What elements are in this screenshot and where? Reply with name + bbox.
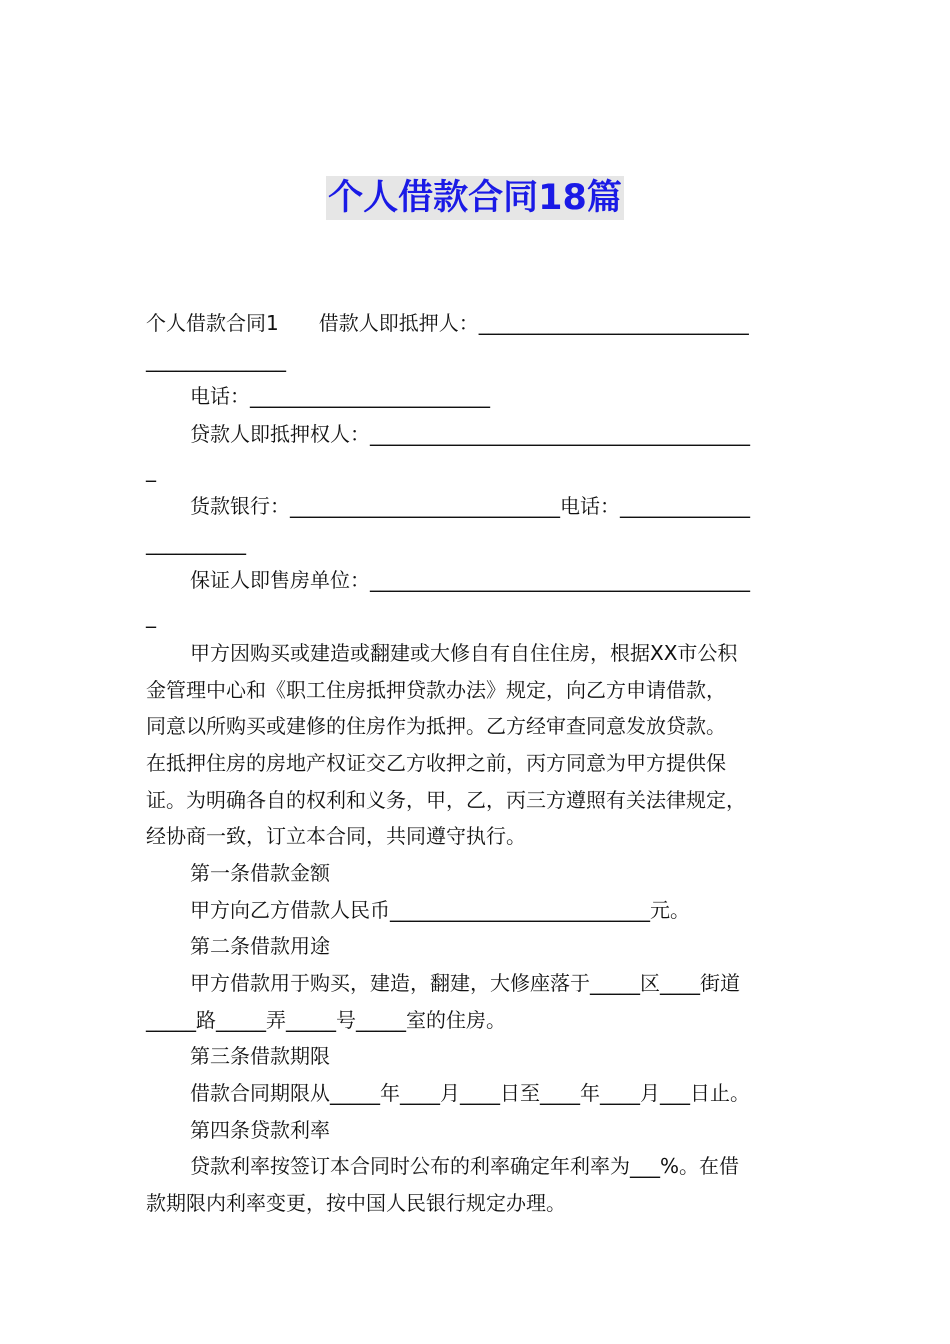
article-4-text: 贷款利率按签订本合同时公布的利率确定年利率为___%。在借 bbox=[190, 1154, 740, 1178]
paragraph-line: 经协商一致，订立本合同，共同遵守执行。 bbox=[146, 824, 526, 848]
paragraph-line: 金管理中心和《职工住房抵押贷款办法》规定，向乙方申请借款， bbox=[146, 678, 726, 702]
document-title: 个人借款合同18篇 bbox=[328, 178, 622, 218]
article-3-heading: 第三条借款期限 bbox=[190, 1044, 330, 1068]
lender-line: 贷款人即抵押权人：______________________________________ bbox=[190, 422, 750, 446]
paragraph-line: 同意以所购买或建修的住房作为抵押。乙方经审查同意发放贷款。 bbox=[146, 714, 726, 738]
borrower-blank-cont: ______________ bbox=[146, 348, 286, 372]
guarantor-blank-cont: _ bbox=[146, 604, 156, 628]
article-4-heading: 第四条贷款利率 bbox=[190, 1118, 330, 1142]
article-1-heading: 第一条借款金额 bbox=[190, 861, 330, 885]
paragraph-line: 甲方因购买或建造或翻建或大修自有自住住房，根据XX市公积 bbox=[190, 641, 738, 665]
phone-line: 电话：________________________ bbox=[190, 384, 490, 408]
article-1-text: 甲方向乙方借款人民币__________________________元。 bbox=[190, 898, 690, 922]
bank-blank-cont: __________ bbox=[146, 531, 246, 555]
article-2-text: 甲方借款用于购买，建造，翻建，大修座落于_____区____街道 bbox=[190, 971, 740, 995]
bank-line: 货款银行：___________________________电话：_____________ bbox=[190, 494, 750, 518]
article-3-text: 借款合同期限从_____年____月____日至____年____月___日止。 bbox=[190, 1081, 750, 1105]
paragraph-line: 证。为明确各自的权利和义务，甲，乙，丙三方遵照有关法律规定， bbox=[146, 788, 746, 812]
article-4-text-cont: 款期限内利率变更，按中国人民银行规定办理。 bbox=[146, 1191, 566, 1215]
article-2-heading: 第二条借款用途 bbox=[190, 934, 330, 958]
contract-heading-borrower: 个人借款合同1 借款人即抵押人：___________________________ bbox=[146, 311, 749, 335]
lender-blank-cont: _ bbox=[146, 458, 156, 482]
title-container bbox=[0, 176, 950, 220]
article-2-text-cont: _____路_____弄_____号_____室的住房。 bbox=[146, 1008, 506, 1032]
paragraph-line: 在抵押住房的房地产权证交乙方收押之前，丙方同意为甲方提供保 bbox=[146, 751, 726, 775]
guarantor-line: 保证人即售房单位：______________________________________ bbox=[190, 568, 750, 592]
